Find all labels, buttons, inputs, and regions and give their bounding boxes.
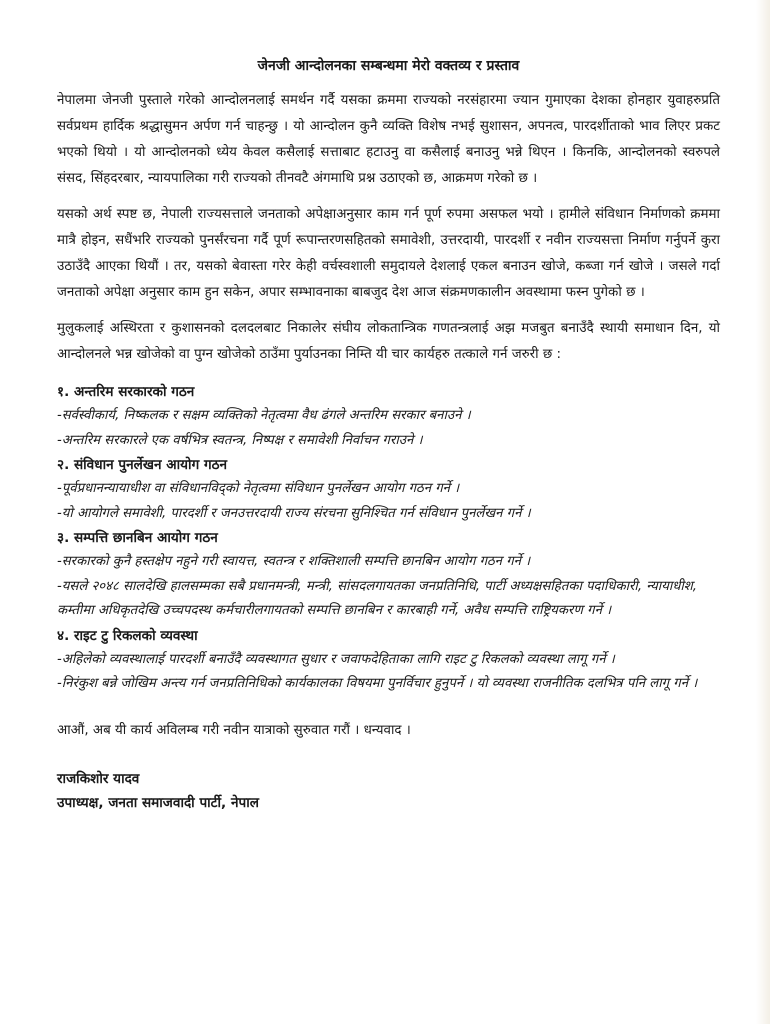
section-item: -अहिलेको व्यवस्थालाई पारदर्शी बनाउँदै व्यवस्थागत सुधार र जवाफदेहिताका लागि राइट टु रिकलको व्यवस्था लागू गर्ने ।	[57, 651, 615, 667]
section-item: -निरंकुश बन्ने जोखिम अन्त्य गर्न जनप्रतिनिधिको कार्यकालका विषयमा पुनर्विचार हुनुपर्ने । यो व्यवस्था राजनीतिक दलभित्र पनि लागू गर्ने ।	[57, 676, 698, 691]
proposal-section-1	[57, 380, 720, 453]
closing-line: आऔं, अब यी कार्य अविलम्ब गरी नवीन यात्राको सुरुवात गरौं । धन्यवाद ।	[57, 722, 411, 738]
statement-document	[57, 56, 720, 815]
paragraph-intro: नेपालमा जेनजी पुस्ताले गरेको आन्दोलनलाई समर्थन गर्दै यसका क्रममा राज्यको नरसंहारमा ज्यान गुमाएका देशका होनहार युवाहरुप्रति सर्वप्रथम हार्दिक श्रद्धासुमन अर्पण गर्न चाहन्छु । यो आन्दोलन कुनै व्यक्ति विशेष नभई सुशासन, अपनत्व, पारदर्शीताको भाव लिएर प्रकट भएको थियो । यो आन्दोलनको ध्येय केवल कसैलाई सत्ताबाट हटाउनु वा कसैलाई बनाउनु भन्ने थिएन । किनकि, आन्दोलनको स्वरुपले संसद, सिंहदरबार, न्यायपालिका गरी राज्यको तीनवटै अंगमाथि प्रश्न उठाएको छ, आक्रमण गरेको छ ।	[57, 93, 720, 186]
section-heading: ३. सम्पत्ति छानबिन आयोग गठन	[57, 530, 218, 546]
signatory-name: राजकिशोर यादव	[57, 770, 140, 787]
page-edge-shadow	[756, 0, 770, 1024]
section-item: -अन्तरिम सरकारले एक वर्षभित्र स्वतन्त्र, निष्पक्ष र समावेशी निर्वाचन गराउने ।	[57, 432, 423, 448]
proposal-section-3	[57, 526, 720, 624]
section-item: -यो आयोगले समावेशी, पारदर्शी र जनउत्तरदायी राज्य संरचना सुनिश्चित गर्न संविधान पुनर्लेखन गर्ने ।	[57, 505, 531, 521]
proposal-section-4	[57, 624, 720, 697]
section-heading: २. संविधान पुनर्लेखन आयोग गठन	[57, 457, 228, 473]
section-item: -सर्वस्वीकार्य, निष्कलक र सक्षम व्यक्तिको नेतृत्वमा वैध ढंगले अन्तरिम सरकार बनाउने ।	[57, 408, 471, 423]
section-item: -सरकारको कुनै हस्तक्षेप नहुने गरी स्वायत्त, स्वतन्त्र र शक्तिशाली सम्पत्ति छानबिन आयोग गठन गर्ने ।	[57, 554, 531, 569]
section-heading: ४. राइट टु रिकलको व्यवस्था	[57, 627, 198, 644]
paragraph-proposal-intro: मुलुकलाई अस्थिरता र कुशासनको दलदलबाट निकालेर संघीय लोकतान्त्रिक गणतन्त्रलाई अझ मजबुत बनाउँदै स्थायी समाधान दिन, यो आन्दोलनले भन्न खोजेको वा पुग्न खोजेको ठाउँमा पुर्याउनका निम्ति यी चार कार्यहरु तत्काले गर्न जरुरी छ :	[57, 321, 720, 362]
paragraph-failure: यसको अर्थ स्पष्ट छ, नेपाली राज्यसत्ताले जनताको अपेक्षाअनुसार काम गर्न पूर्ण रुपमा असफल भयो । हामीले संविधान निर्माणको क्रममा मात्रै होइन, सधैंभरि राज्यको पुनर्संरचना गर्दै पूर्ण रूपान्तरणसहितको समावेशी, उत्तरदायी, पारदर्शी र नवीन राज्यसत्ता निर्माण गर्नुपर्ने कुरा उठाउँदै आएका थियौं । तर, यसको बेवास्ता गरेर केही वर्चस्वशाली समुदायले देशलाई एकल बनाउन खोजे, कब्जा गर्न खोजे । जसले गर्दा जनताको अपेक्षा अनुसार काम हुन सकेन, अपार सम्भावनाका बाबजुद देश आज संक्रमणकालीन अवस्थामा फस्न पुगेको छ ।	[57, 207, 720, 300]
signatory-title: उपाध्यक्ष, जनता समाजवादी पार्टी, नेपाल	[57, 794, 259, 811]
document-title: जेनजी आन्दोलनका सम्बन्धमा मेरो वक्तव्य र प्रस्ताव	[257, 58, 520, 74]
section-heading: १. अन्तरिम सरकारको गठन	[57, 384, 195, 400]
proposal-section-2	[57, 453, 720, 526]
section-item: -यसले २०४८ सालदेखि हालसम्मका सबै प्रधानमन्त्री, मन्त्री, सांसदलगायतका जनप्रतिनिधि, पार्टी अध्यक्षसहितका पदाधिकारी, न्यायाधीश, कम्तीमा अधिकृतदेखि उच्चपदस्थ कर्मचारीलगायतको सम्पत्ति छानबिन र कारबाही गर्ने, अवैध सम्पत्ति राष्ट्रियकरण गर्ने ।	[57, 578, 697, 618]
section-item: -पूर्वप्रधानन्यायाधीश वा संविधानविद्को नेतृत्वमा संविधान पुनर्लेखन आयोग गठन गर्ने ।	[57, 481, 460, 496]
